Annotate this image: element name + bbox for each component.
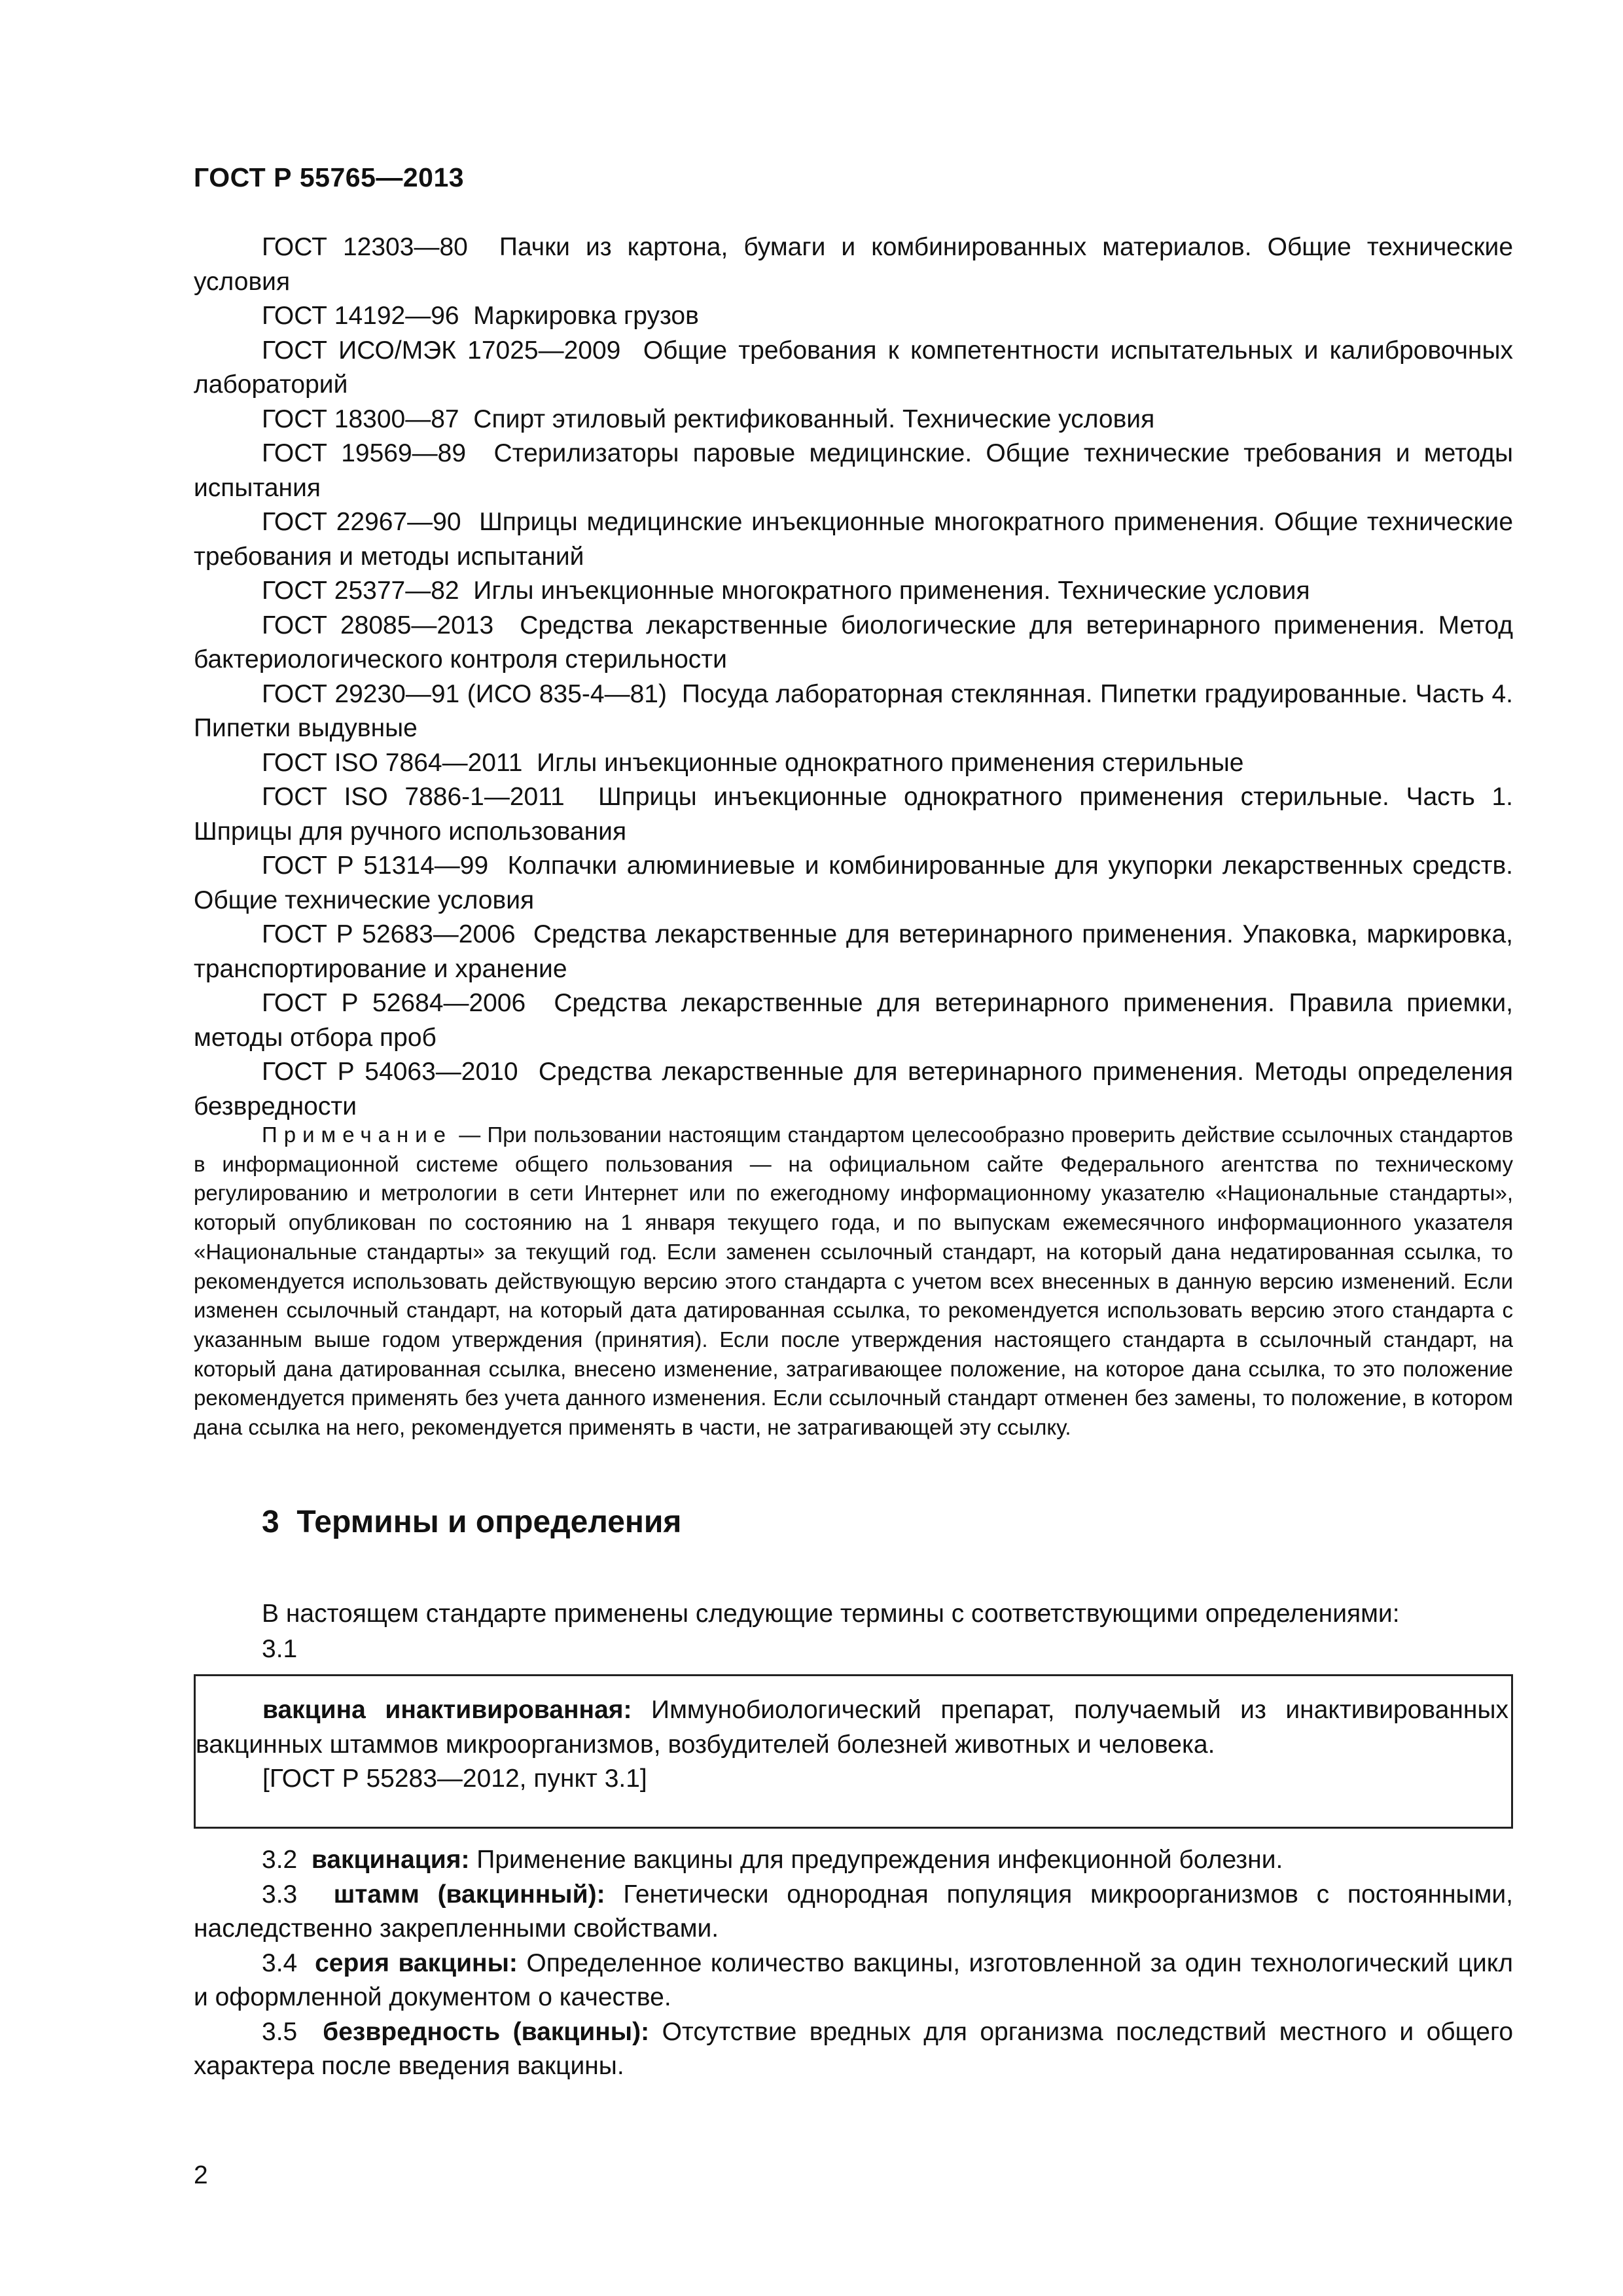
reference-item: ГОСТ Р 52683—2006 Средства лекарственные для ветеринарного применения. Упаковка, маркировка, транспортирование и хранение — [194, 920, 1513, 983]
term-item: 3.5 безвредность (вакцины): Отсутствие вредных для организма последствий местного и общего характера после введения вакцины. — [194, 2017, 1514, 2080]
reference-item: ГОСТ 19569—89 Стерилизаторы паровые медицинские. Общие технические требования и методы испытания — [194, 439, 1514, 502]
references-note — [194, 1121, 1513, 1443]
document-header: ГОСТ Р 55765—2013 — [194, 162, 465, 192]
reference-item: ГОСТ 25377—82 Иглы инъекционные многократного применения. Технические условия — [262, 577, 1310, 605]
page-number: 2 — [194, 2161, 208, 2189]
reference-item: ГОСТ Р 54063—2010 Средства лекарственные для ветеринарного применения. Методы определения безвредности — [194, 1058, 1513, 1121]
term-name: вакцина инактивированная: — [262, 1696, 632, 1724]
term-definition: Иммунобиологический препарат, получаемый из инактивированных вакцинных штаммов микроорганизмов, возбудителей болезней животных и человека. — [196, 1696, 1509, 1759]
term-source: [ГОСТ Р 55283—2012, пункт 3.1] — [262, 1765, 647, 1793]
term-item: 3.4 серия вакцины: Определенное количество вакцины, изготовленной за один технологический цикл и оформленной документом о качестве. — [194, 1948, 1513, 2011]
term-number: 3.1 — [262, 1635, 298, 1663]
section-intro: В настоящем стандарте применены следующие термины с соответствующими определениями: — [262, 1600, 1400, 1628]
reference-item: ГОСТ 28085—2013 Средства лекарственные биологические для ветеринарного применения. Метод бактериологического контроля стерильности — [194, 611, 1513, 673]
note-label: Примечание — [262, 1122, 453, 1147]
reference-item: ГОСТ 22967—90 Шприцы медицинские инъекционные многократного применения. Общие технические требования и методы испытаний — [194, 508, 1514, 571]
reference-item: ГОСТ 29230—91 (ИСО 835-4—81) Посуда лабораторная стеклянная. Пипетки градуированные. Часть 4. Пипетки выдувные — [194, 679, 1513, 742]
term-item: 3.3 штамм (вакцинный): Генетически однородная популяция микроорганизмов с постоянными, наследственно закрепленными свойствами. — [194, 1880, 1514, 1943]
note-text: — При пользовании настоящим стандартом целесообразно проверить действие ссылочных стандартов в информационной системе общего пользования — на официальном сайте Федерального агентства по техническому регулированию и метрологии в сети Интернет или по ежегодному информационному указателю «Национальные стандарты», который опубликован по состоянию на 1 января текущего года, и по выпускам ежемесячного информационного указателя «Национальные стандарты» за текущий год. Если заменен ссылочный стандарт, на который дана недатированная ссылка, то рекомендуется использовать действующую версию этого стандарта с учетом всех внесенных в данную версию изменений. Если изменен ссылочный стандарт, на который дата датированная ссылка, то рекомендуется использовать версию этого стандарта с указанным выше годом утверждения (принятия). Если после утверждения настоящего стандарта в ссылочный стандарт, на который дана датированная ссылка, внесено изменение, затрагивающее положение, на которое дана ссылка, то это положение рекомендуется применять без учета данного изменения. Если ссылочный стандарт отменен без замены, то положение, в котором дана ссылка на него, рекомендуется применять в части, не затрагивающей эту ссылку. — [194, 1122, 1513, 1440]
normative-references — [194, 230, 1513, 1124]
term-item: 3.2 вакцинация: Применение вакцины для предупреждения инфекционной болезни. — [262, 1846, 1283, 1874]
reference-item: ГОСТ ISO 7886-1—2011 Шприцы инъекционные однократного применения стерильные. Часть 1. Шприцы для ручного использования — [194, 783, 1513, 846]
reference-item: ГОСТ Р 51314—99 Колпачки алюминиевые и комбинированные для укупорки лекарственных средств. Общие технические условия — [194, 852, 1513, 914]
reference-item: ГОСТ 18300—87 Спирт этиловый ректификованный. Технические условия — [262, 404, 1155, 433]
reference-item: ГОСТ ИСО/МЭК 17025—2009 Общие требования к компетентности испытательных и калибровочных лабораторий — [194, 336, 1513, 399]
terms-list — [194, 1843, 1513, 2084]
reference-item: ГОСТ Р 52684—2006 Средства лекарственные для ветеринарного применения. Правила приемки, методы отбора проб — [194, 989, 1513, 1052]
boxed-term-text — [196, 1693, 1511, 1762]
reference-item: ГОСТ 14192—96 Маркировка грузов — [262, 302, 699, 330]
section-heading: 3 Термины и определения — [262, 1505, 682, 1539]
reference-item: ГОСТ 12303—80 Пачки из картона, бумаги и комбинированных материалов. Общие технические условия — [194, 233, 1514, 296]
boxed-term-definition — [194, 1674, 1513, 1829]
reference-item: ГОСТ ISO 7864—2011 Иглы инъекционные однократного применения стерильные — [262, 748, 1244, 777]
